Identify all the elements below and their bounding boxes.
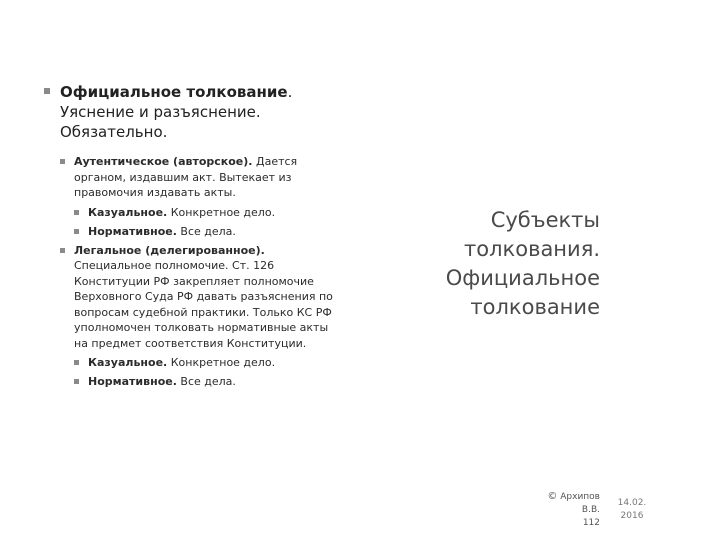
list-item-text xyxy=(60,82,344,142)
nested-item-bold: Нормативное. xyxy=(88,224,177,238)
title-line: толкования. xyxy=(464,237,600,261)
square-bullet-icon xyxy=(60,159,65,164)
sub-item-legal xyxy=(60,243,344,352)
nested-item-text: Конкретное дело. xyxy=(167,205,276,219)
bold-heading: Официальное толкование xyxy=(60,83,288,101)
square-bullet-icon xyxy=(60,248,65,253)
date-year: 2016 xyxy=(620,511,644,521)
nested-item-bold: Нормативное. xyxy=(88,375,177,388)
nested-item-normative xyxy=(74,222,344,241)
author-line xyxy=(532,490,600,517)
page-number: 112 xyxy=(582,518,600,528)
footer-author xyxy=(532,490,600,530)
date-day-month: 14.02. xyxy=(617,498,647,508)
line-clarification: Уяснение и разъяснение. xyxy=(60,103,261,121)
title-line: толкование xyxy=(470,295,600,319)
title-line: Официальное xyxy=(445,266,600,290)
nested-item-text: Конкретное дело. xyxy=(167,356,276,369)
nested-item-bold: Казуальное. xyxy=(88,205,168,219)
author-name: Архипов В.В. xyxy=(560,492,600,515)
sub-item-bold: Аутентическое (авторское). xyxy=(74,155,253,168)
square-bullet-icon xyxy=(74,229,79,234)
nested-list xyxy=(60,203,344,241)
nested-item-casual xyxy=(74,353,344,372)
sub-item-bold: Легальное (делегированное). xyxy=(74,243,265,257)
title-line: Субъекты xyxy=(490,208,600,232)
square-bullet-icon xyxy=(74,360,79,365)
nested-list xyxy=(60,353,344,391)
copyright-icon: © xyxy=(547,491,558,502)
sub-list xyxy=(44,154,344,391)
nested-item-bold: Казуальное. xyxy=(88,356,168,369)
footer-date xyxy=(612,497,652,523)
nested-item-casual xyxy=(74,203,344,222)
sub-item-authentic xyxy=(60,154,344,201)
sub-item-text: Дается органом, издавшим акт. Вытекает из правомочия издавать акты. xyxy=(74,155,298,199)
slide-title xyxy=(400,206,600,322)
line-mandatory: Обязательно. xyxy=(60,123,168,141)
square-bullet-icon xyxy=(74,210,79,215)
square-bullet-icon xyxy=(74,379,79,384)
heading-punctuation: . xyxy=(287,83,293,101)
sub-item-text: Специальное полномочие. Ст. 126 Конституции РФ закрепляет полномочие Верховного Суда РФ давать разъяснения по вопросам судебной практики. Только КС РФ уполномочен толковать нормативные акты на предмет соответствия Конституции. xyxy=(74,259,333,350)
nested-item-text: Все дела. xyxy=(176,224,236,238)
list-item-official-interpretation xyxy=(44,82,344,142)
nested-item-normative xyxy=(74,372,344,391)
content-list xyxy=(44,82,344,393)
square-bullet-icon xyxy=(44,88,50,94)
nested-item-text: Все дела. xyxy=(176,375,236,388)
